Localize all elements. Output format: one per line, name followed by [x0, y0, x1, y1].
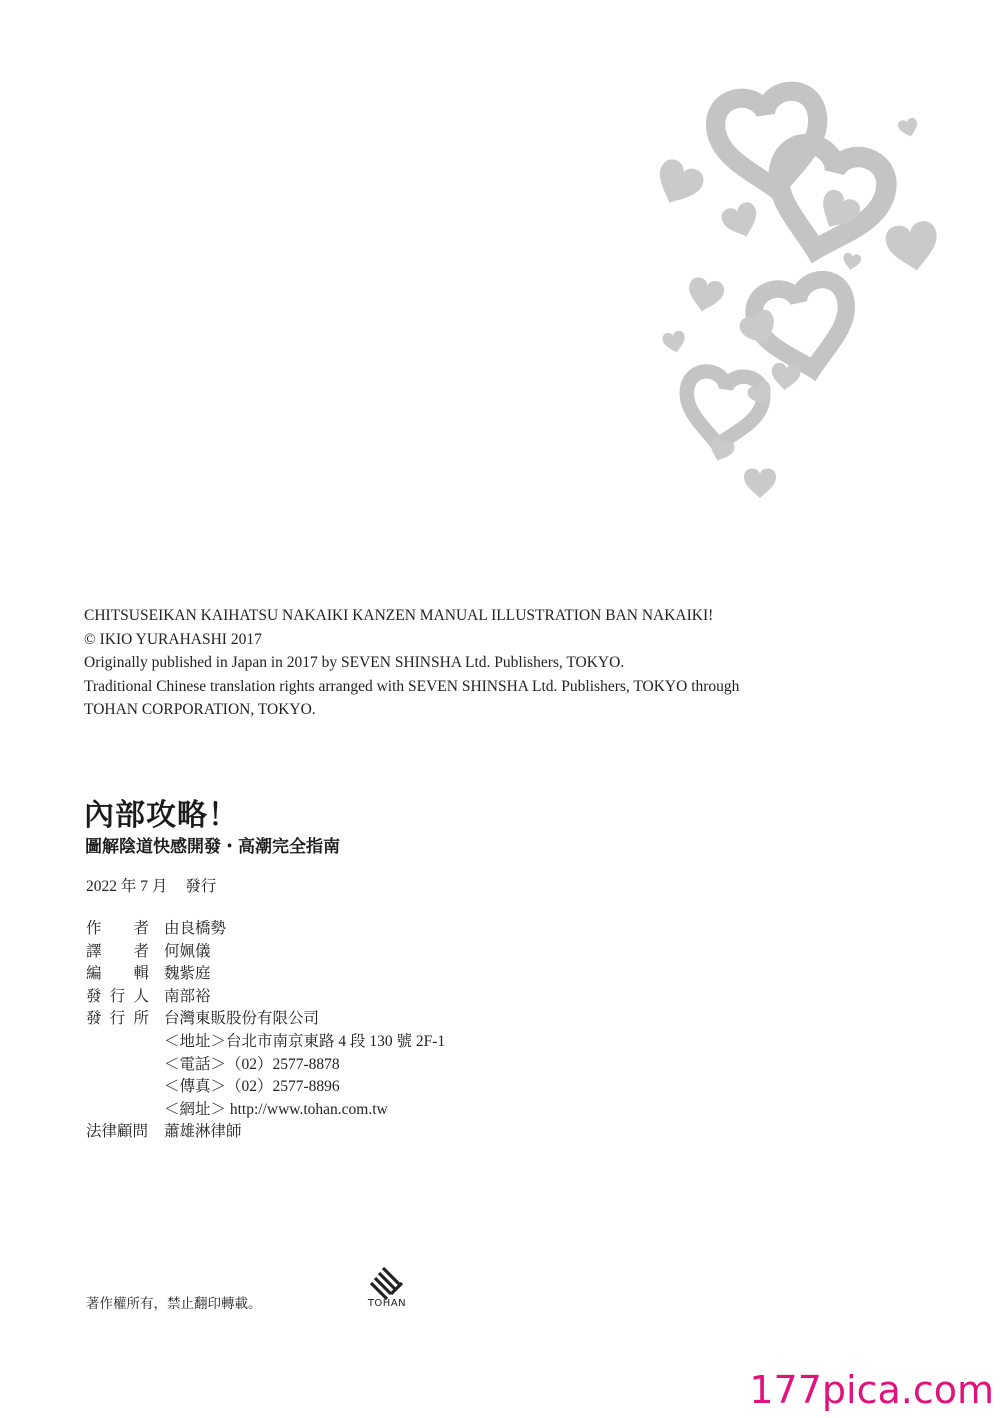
credit-editor [86, 963, 445, 986]
editor-name: 魏紫庭 [164, 965, 211, 983]
outline-heart-icon [680, 369, 766, 450]
heart-icon [649, 156, 707, 213]
copyright-line: © IKIO YURAHASHI 2017 [84, 630, 262, 648]
publisher-website: ＜網址＞ http://www.tohan.com.tw [164, 1100, 388, 1118]
credit-translator [86, 941, 445, 964]
heart-icon [897, 117, 920, 139]
translation-rights-line: Traditional Chinese translation rights arranged with SEVEN SHINSHA Ltd. Publishers, TOKYO through [84, 677, 740, 695]
publisher-name: 台灣東販股份有限公司 [164, 1010, 320, 1028]
author-name: 由良橋勢 [164, 920, 227, 937]
credit-publisher [86, 1008, 445, 1031]
legal-advisor-name: 蕭雄淋律師 [164, 1123, 242, 1141]
heart-icon [744, 468, 776, 498]
tohan-logo-text: TOHAN [367, 1298, 407, 1309]
publication-date [86, 874, 216, 896]
credit-label: 譯 者 [86, 942, 149, 960]
copyright-notice: 著作權所有，禁止翻印轉載。 [86, 1296, 262, 1311]
book-title: 內部攻略！ [84, 798, 239, 833]
heart-icon [842, 252, 862, 271]
credits-block [86, 918, 445, 1144]
credit-label: 編 輯 [86, 965, 149, 983]
issuer-name: 南部裕 [164, 987, 211, 1005]
publisher-phone: ＜電話＞（02）2577-8878 [164, 1055, 340, 1073]
credit-issuer [86, 986, 445, 1009]
copyright-block [84, 604, 904, 722]
heart-icon [719, 200, 763, 243]
date-suffix: 發行 [185, 878, 217, 895]
watermark-text: 177pica.com [749, 1368, 994, 1412]
credit-label: 法律顧問 [86, 1123, 149, 1141]
heart-icon [770, 362, 801, 391]
heart-icon [685, 276, 726, 315]
credit-label: 發 行 所 [86, 1010, 149, 1028]
credit-legal [86, 1121, 445, 1144]
credit-label: 發 行 人 [86, 987, 149, 1005]
date-value: 2022 年 7 月 [86, 878, 168, 895]
heart-icon [884, 219, 943, 275]
publisher-address: ＜地址＞台北市南京東路 4 段 130 號 2F-1 [164, 1032, 446, 1050]
heart-icon [661, 330, 687, 355]
credit-author [86, 918, 445, 941]
translator-name: 何姵儀 [164, 942, 211, 960]
publisher-fax: ＜傳真＞（02）2577-8896 [164, 1078, 340, 1096]
original-publication-line: Originally published in Japan in 2017 by SEVEN SHINSHA Ltd. Publishers, TOKYO. [84, 654, 625, 671]
book-subtitle: 圖解陰道快感開發・高潮完全指南 [85, 837, 340, 857]
credit-label: 作 者 [86, 920, 149, 937]
agency-line: TOHAN CORPORATION, TOKYO. [84, 701, 316, 718]
original-title-line: CHITSUSEIKAN KAIHATSU NAKAIKI KANZEN MANUAL ILLUSTRATION BAN NAKAIKI! [84, 607, 714, 624]
hearts-decoration [640, 70, 960, 520]
